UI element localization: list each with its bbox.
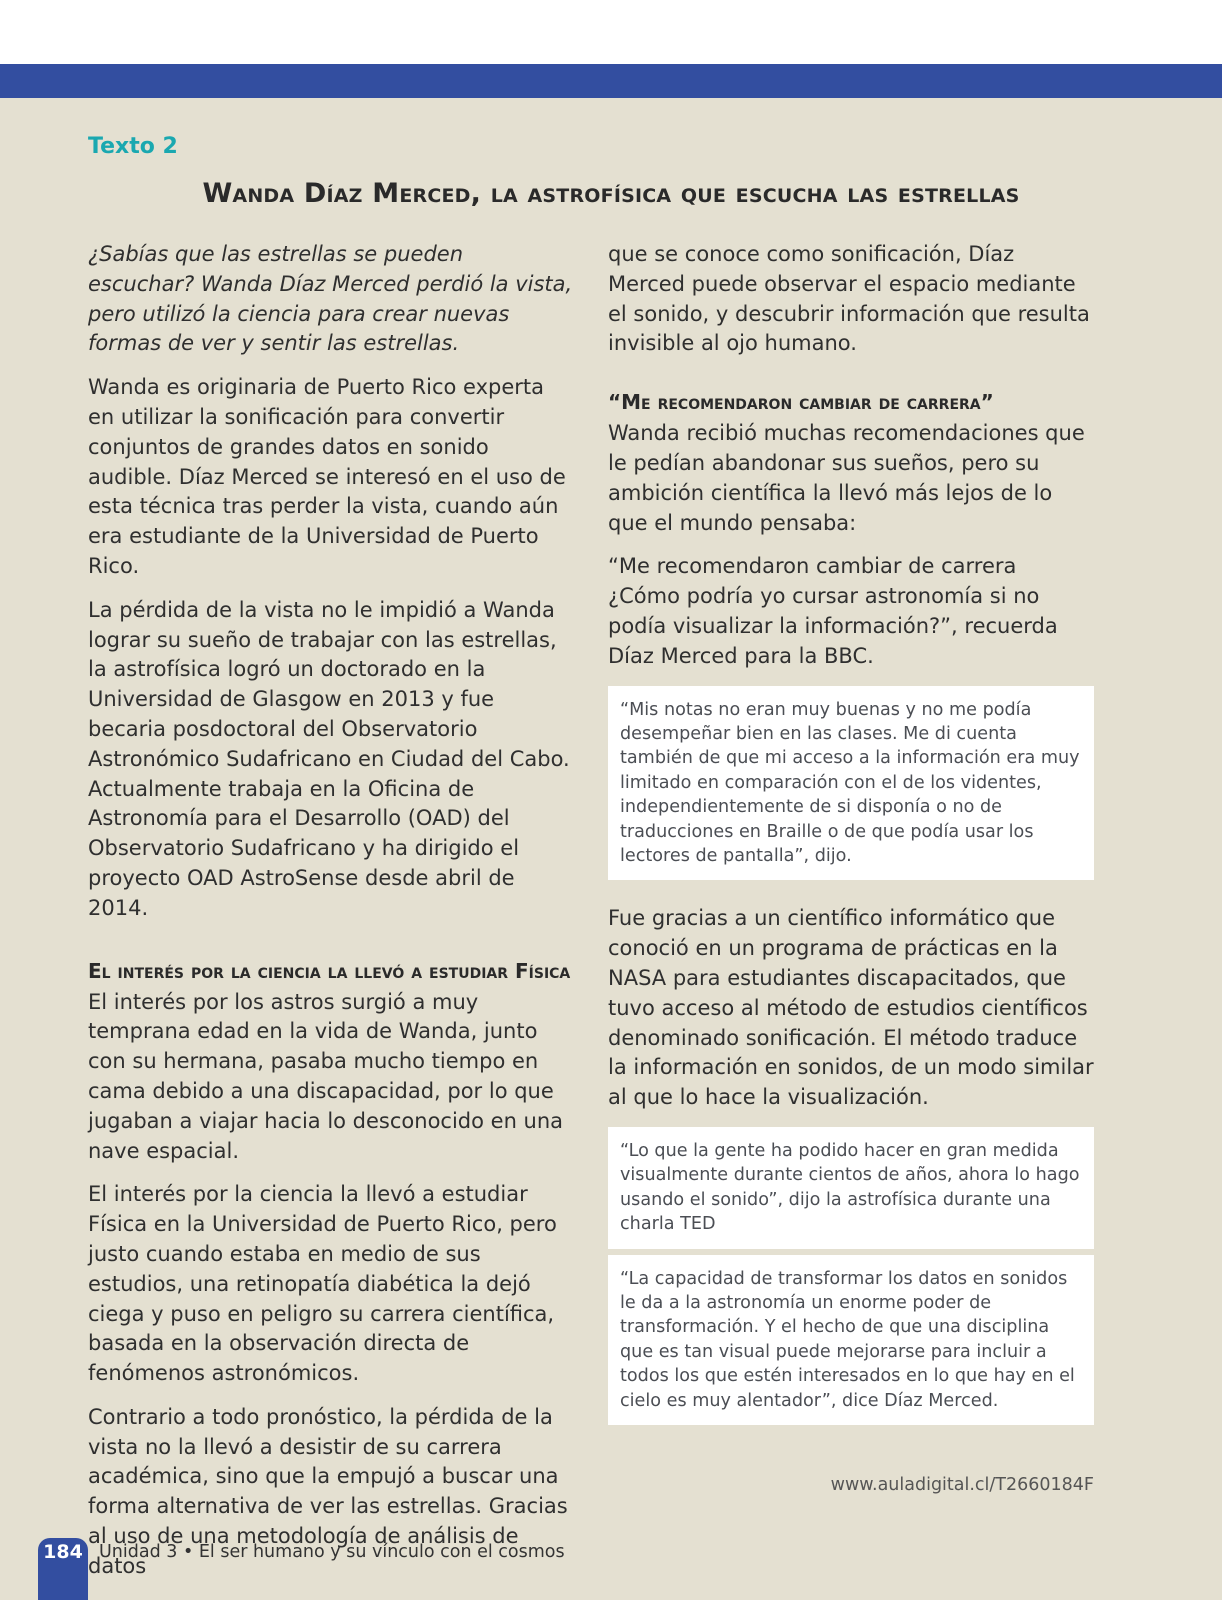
paragraph: que se conoce como sonificación, Díaz Merced puede observar el espacio mediante el sonido, y descubrir información que resulta invisible al ojo humano. xyxy=(608,242,1090,356)
section-heading: El interés por la ciencia la llevó a estudiar Física xyxy=(88,958,571,983)
source-link[interactable]: www.auladigital.cl/T2660184F xyxy=(830,1475,1094,1495)
paragraph: Fue gracias a un científico informático que conoció en un programa de prácticas en la NASA para estudiantes discapacitados, que tuvo acceso al método de estudios científicos denominado sonificación. El método traduce la información en sonidos, de un modo similar al que lo hace la visualización. xyxy=(608,906,1094,1110)
article-title: Wanda Díaz Merced, la astrofísica que escucha las estrellas xyxy=(202,178,1020,209)
paragraph: Wanda es originaria de Puerto Rico experta en utilizar la sonificación para convertir conjuntos de grandes datos en sonido audible. Díaz Merced se interesó en el uso de esta técnica tras perder la vista, cuando aún era estudiante de la Universidad de Puerto Rico. xyxy=(88,375,566,578)
paragraph: Contrario a todo pronóstico, la pérdida de la vista no la llevó a desistir de su carrera académica, sino que la empujó a buscar una forma alternativa de ver las estrellas. Gracias al uso de una metodología de análisis de datos xyxy=(88,1404,568,1578)
quote-box: “Mis notas no eran muy buenas y no me podía desempeñar bien en las clases. Me di cuenta también de que mi acceso a la información era muy limitado en comparación con el de los videntes, independientemente de si disponía o no de traducciones en Braille o de que podía usar los lectores de pantalla”, dijo. xyxy=(608,686,1094,881)
paragraph: La pérdida de la vista no le impidió a Wanda lograr su sueño de trabajar con las estrellas, la astrofísica logró un doctorado en la Universidad de Glasgow en 2013 y fue becaria posdoctoral del Observatorio Astronómico Sudafricano en Ciudad del Cabo. Actualmente trabaja en la Oficina de Astronomía para el Desarrollo (OAD) del Observatorio Sudafricano y ha dirigido el proyecto OAD AstroSense desde abril de 2014. xyxy=(88,597,570,920)
section-heading: “Me recomendaron cambiar de carrera” xyxy=(608,390,994,415)
intro-paragraph: ¿Sabías que las estrellas se pueden escuchar? Wanda Díaz Merced perdió la vista, pero utilizó la ciencia para crear nuevas formas de ver y sentir las estrellas. xyxy=(88,242,573,356)
page-number: 184 xyxy=(43,1541,83,1563)
unit-footer: Unidad 3 • El ser humano y su vínculo con el cosmos xyxy=(99,1542,565,1562)
text-label: Texto 2 xyxy=(88,134,178,159)
quote-box: “Lo que la gente ha podido hacer en gran medida visualmente durante cientos de años, ahora lo hago usando el sonido”, dijo la astrofísica durante una charla TED xyxy=(608,1127,1094,1249)
paragraph: El interés por los astros surgió a muy temprana edad en la vida de Wanda, junto con su hermana, pasaba mucho tiempo en cama debido a una discapacidad, por lo que jugaban a viajar hacia lo desconocido en una nave espacial. xyxy=(88,989,564,1163)
paragraph: Wanda recibió muchas recomendaciones que le pedían abandonar sus sueños, pero su ambición científica la llevó más lejos de lo que el mundo pensaba: xyxy=(608,421,1085,535)
right-column xyxy=(608,240,1094,1431)
quote-box: “La capacidad de transformar los datos en sonidos le da a la astronomía un enorme poder de transformación. Y el hecho de que una disciplina que es tan visual puede mejorarse para incluir a todos los que estén interesados en lo que hay en el cielo es muy alentador”, dice Díaz Merced. xyxy=(608,1255,1094,1425)
header-band xyxy=(0,64,1222,98)
paragraph: El interés por la ciencia la llevó a estudiar Física en la Universidad de Puerto Rico, pero justo cuando estaba en medio de sus estudios, una retinopatía diabética la dejó ciega y puso en peligro su carrera científica, basada en la observación directa de fenómenos astronómicos. xyxy=(88,1182,557,1386)
top-margin xyxy=(0,0,1222,64)
left-column xyxy=(88,240,574,1596)
paragraph: “Me recomendaron cambiar de carrera ¿Cómo podría yo cursar astronomía si no podía visualizar la información?”, recuerda Díaz Merced para la BBC. xyxy=(608,554,1058,668)
